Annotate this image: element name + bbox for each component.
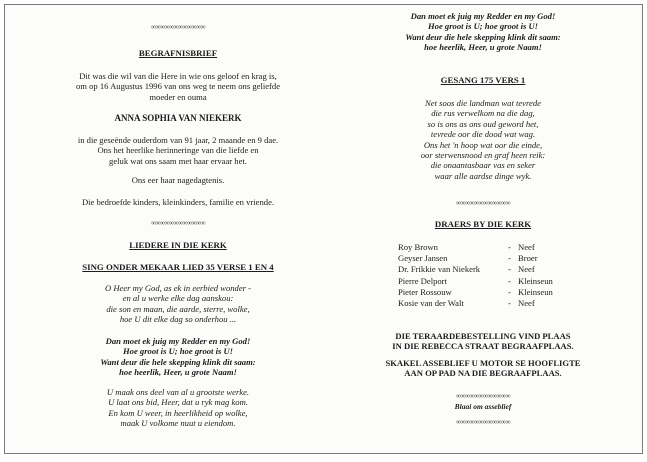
hymn-line: Net soos die landman wat tevrede: [425, 98, 541, 108]
bearer-row: [398, 276, 618, 287]
hymn-line: die rus verwelkom na die dag,: [431, 108, 535, 119]
bearer-relation: Kleinseun: [518, 286, 553, 297]
notice-line: DIE TERAARDEBESTELLING VIND PLAAS: [395, 331, 571, 341]
song-verse-4: [45, 387, 311, 429]
ornament-divider: ∞∞∞∞∞∞∞∞∞∞∞∞: [151, 219, 205, 227]
ornament-divider: ∞∞∞∞∞∞∞∞∞∞∞∞: [456, 418, 510, 426]
bearer-dash: -: [508, 242, 511, 252]
bearer-name: Dr. Frikkie van Niekerk: [398, 264, 481, 275]
verse-line: U maak ons deel van al u grootste werke.: [106, 387, 250, 397]
hymn-line: tevrede oor die dood wat wag.: [430, 129, 536, 140]
notice-line: AAN OP PAD NA DIE BEGRAAFPLAAS.: [404, 368, 562, 379]
chorus-line: Hoe groot is U; hoe groot is U!: [122, 346, 234, 357]
verse-line: en al u werke elke dag aanskou:: [122, 293, 234, 304]
bearers-list: [398, 242, 618, 309]
age-line: in die geseënde ouderdom van 91 jaar, 2 maande en 9 dae.: [77, 135, 279, 145]
verse-line: hoe U dit elke dag so onderhou ...: [119, 314, 237, 325]
age-line: geluk wat ons saam met haar ervaar het.: [109, 155, 247, 166]
leaflet-title: BEGRAFNISBRIEF: [138, 48, 218, 58]
age-text: [45, 135, 311, 166]
verse-line: En kom U weer, in heerlikheid op wolke,: [108, 407, 248, 418]
bearer-name: Roy Brown: [398, 242, 438, 252]
chorus-line: Dan moet ek juig my Redder en my God!: [105, 336, 251, 346]
ornament-divider: ∞∞∞∞∞∞∞∞∞∞∞∞: [456, 199, 510, 207]
notice-line: SKAKEL ASSEBLIEF U MOTOR SE HOOFLIGTE: [385, 358, 581, 368]
chorus-line: hoe heerlik, Heer, u grote Naam!: [119, 367, 237, 378]
intro-line: om op 16 Augustus 1996 van ons weg te neem ons geliefde: [75, 81, 281, 92]
right-chorus: [363, 11, 603, 53]
bearer-row: [398, 253, 618, 264]
intro-text: [45, 71, 311, 102]
burial-notice: [363, 331, 603, 352]
bearer-relation: Neef: [518, 242, 535, 252]
song-title: SING ONDER MEKAAR LIED 35 VERSE 1 EN 4: [82, 262, 274, 272]
song-chorus: [45, 336, 311, 378]
intro-line: moeder en ouma: [149, 91, 207, 102]
ornament-divider: ∞∞∞∞∞∞∞∞∞∞∞∞: [456, 392, 510, 400]
bearer-dash: -: [508, 297, 511, 308]
honour-text: Ons eer haar nagedagtenis.: [131, 175, 225, 185]
bearer-name: Kosie van der Walt: [398, 297, 464, 308]
chorus-line: Dan moet ek juig my Redder en my God!: [410, 11, 556, 21]
verse-line: maak U volkome nuut u eiendom.: [120, 418, 236, 429]
hymn-line: oor sterwensnood en graf heen reik:: [420, 150, 546, 161]
chorus-line: hoe heerlik, Heer, u grote Naam!: [424, 42, 542, 53]
bearer-relation: Neef: [518, 264, 535, 275]
bearer-dash: -: [508, 264, 511, 275]
bearer-row: [398, 287, 618, 298]
songs-heading: LIEDERE IN DIE KERK: [129, 240, 227, 250]
bearer-row: [398, 242, 618, 253]
turn-over-note: Blaai om asseblief: [454, 402, 512, 411]
bearer-relation: Neef: [518, 297, 535, 308]
song-verse-1: [45, 283, 311, 325]
family-text: Die bedroefde kinders, kleinkinders, familie en vriende.: [81, 197, 275, 207]
intro-line: Dit was die wil van die Here in wie ons geloof en krag is,: [79, 71, 277, 81]
bearer-row: [398, 298, 618, 309]
bearer-dash: -: [508, 286, 511, 297]
ornament-divider: ∞∞∞∞∞∞∞∞∞∞∞∞: [151, 23, 205, 31]
hymn-line: so is ons as ons oud geword het,: [427, 118, 539, 129]
hymn-line: waar alle aardse dinge wyk.: [434, 170, 532, 181]
bearer-dash: -: [508, 253, 511, 264]
verse-line: die son en maan, die aarde, sterre, wolke,: [106, 303, 250, 314]
bearer-name: Pierre Delport: [398, 275, 447, 286]
deceased-name: ANNA SOPHIA VAN NIEKERK: [114, 113, 242, 123]
bearer-relation: Kleinseun: [518, 275, 553, 286]
hymn-heading: GESANG 175 VERS 1: [440, 75, 526, 85]
headlights-notice: [363, 358, 603, 379]
notice-line: IN DIE REBECCA STRAAT BEGRAAFPLAAS.: [392, 341, 574, 352]
chorus-line: Hoe groot is U; hoe groot is U!: [427, 21, 539, 32]
bearer-row: [398, 264, 618, 275]
bearer-dash: -: [508, 275, 511, 286]
bearer-name: Geyser Jansen: [398, 253, 448, 264]
funeral-leaflet: [4, 4, 643, 454]
hymn-line: Ons het 'n hoop wat oor die einde,: [423, 139, 543, 150]
hymn-line: die onaantasbaar vas en seker: [430, 160, 536, 171]
age-line: Ons het heerlike herinneringe van die liefde en: [97, 145, 259, 156]
bearer-name: Pieter Rossouw: [398, 286, 452, 297]
chorus-line: Want deur die hele skepping klink dit saam:: [100, 356, 256, 367]
verse-line: O Heer my God, as ek in eerbied wonder -: [104, 283, 252, 293]
hymn-verse: [363, 98, 603, 181]
chorus-line: Want deur die hele skepping klink dit saam:: [405, 31, 561, 42]
verse-line: U laat ons bid, Heer, dat u ryk mag kom.: [108, 397, 248, 408]
bearer-relation: Broer: [518, 253, 538, 264]
bearers-heading: DRAERS BY DIE KERK: [434, 219, 532, 229]
